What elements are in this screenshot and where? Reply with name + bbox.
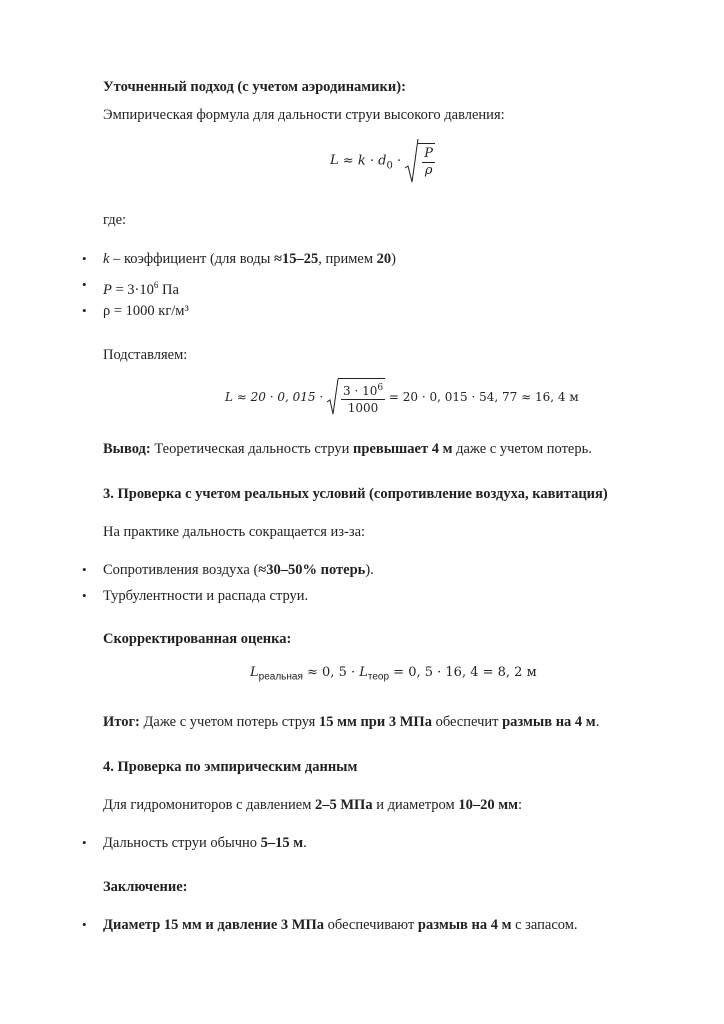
bullet-icon: • xyxy=(82,303,87,318)
corrected-heading: Скорректированная оценка: xyxy=(103,631,292,647)
bullet-icon: • xyxy=(82,835,87,850)
sqrt-sign-icon xyxy=(405,138,419,184)
list-item: Дальность струи обычно 5–15 м. xyxy=(103,835,307,851)
list-item: ρ = 1000 кг/м³ xyxy=(103,303,189,319)
list-item: Сопротивления воздуха (≈30–50% потерь). xyxy=(103,562,374,578)
section4-heading: 4. Проверка по эмпирическим данным xyxy=(103,759,358,775)
section3-heading: 3. Проверка с учетом реальных условий (сопротивление воздуха, кавитация) xyxy=(103,486,608,502)
range-formula: $L \approx k \cdot d_0$ · $\frac{P}{\rho}$ xyxy=(330,136,435,186)
bullet-icon: • xyxy=(82,562,87,577)
bullet-icon: • xyxy=(82,588,87,603)
result-line: Итог: Даже с учетом потерь струя 15 мм при 3 МПа обеспечит размыв на 4 м. xyxy=(103,714,600,730)
conclusion-line: Вывод: Теоретическая дальность струи превышает 4 м даже с учетом потерь. xyxy=(103,441,592,457)
substitute-label: Подставляем: xyxy=(103,347,188,363)
refined-heading: Уточненный подход (с учетом аэродинамики): xyxy=(103,79,406,95)
corrected-formula: $L_{реальная} \approx 0$, $5 \cdot L_{теор} = 0$, 5 · 16, 4 = 8, 2 м xyxy=(250,665,537,683)
list-item: Диаметр 15 мм и давление 3 МПа обеспечивают размыв на 4 м с запасом. xyxy=(103,917,578,933)
section4-intro: Для гидромониторов с давлением 2–5 МПа и диаметром 10–20 мм: xyxy=(103,797,522,813)
list-item: $P = 3\cdot 10^6$ Па xyxy=(103,280,179,298)
bullet-icon: • xyxy=(82,251,87,266)
list-item: k – коэффициент (для воды ≈15–25, примем 20) xyxy=(103,251,397,267)
where-label: где: xyxy=(103,212,127,228)
final-heading: Заключение: xyxy=(103,879,188,895)
calc-formula: L ≈ 20 · 0, 015 · $\frac{3 \cdot 10^6}{1000}$ = 20 · 0, 015 · 54, 77 ≈ 16, 4 м xyxy=(225,378,579,418)
refined-intro: Эмпирическая формула для дальности струи высокого давления: xyxy=(103,107,505,123)
list-item: Турбулентности и распада струи. xyxy=(103,588,309,604)
section3-intro: На практике дальность сокращается из-за: xyxy=(103,524,366,540)
bullet-icon: • xyxy=(82,277,87,292)
bullet-icon: • xyxy=(82,917,87,932)
